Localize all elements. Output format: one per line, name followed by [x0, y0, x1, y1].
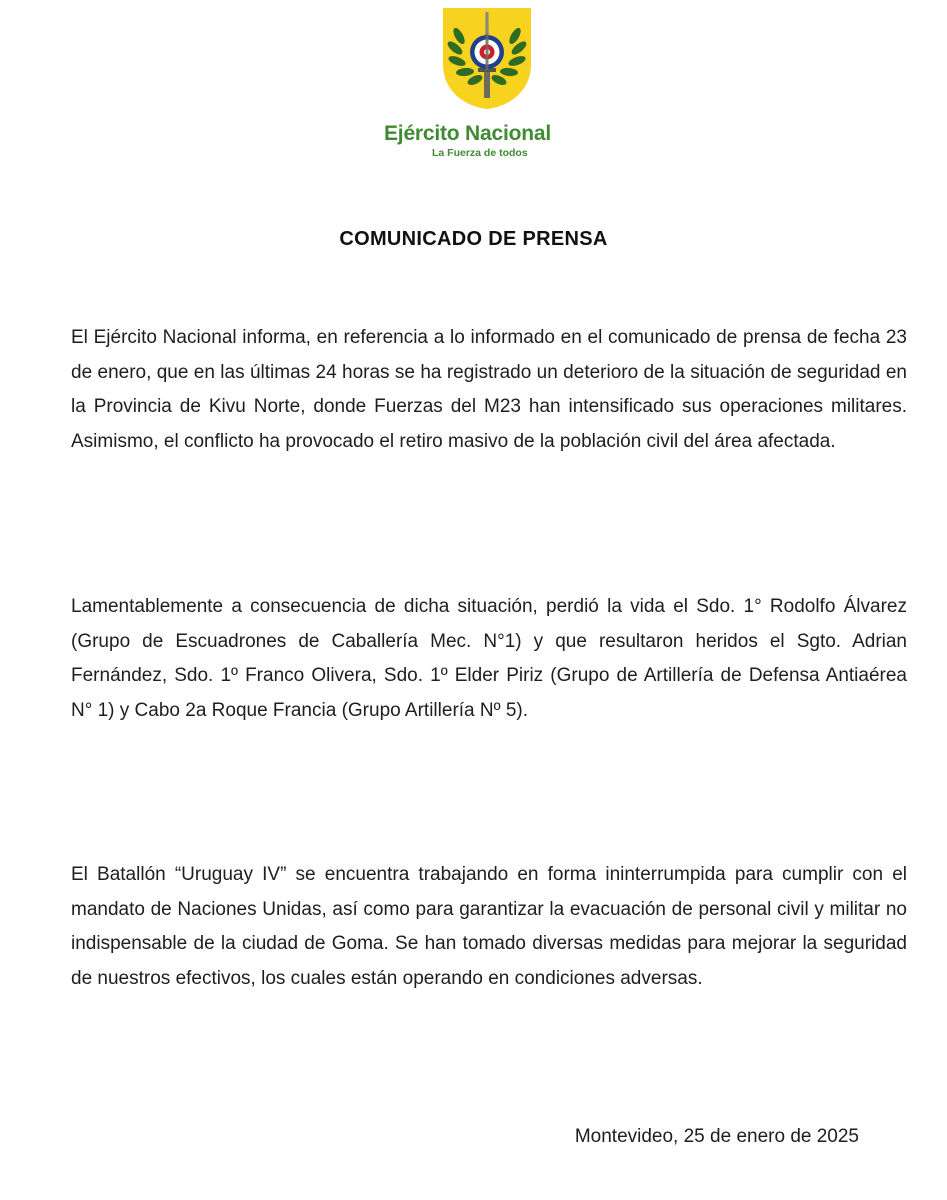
paragraph-battalion: El Batallón “Uruguay IV” se encuentra trabajando en forma ininterrumpida para cumplir con el mandato de Naciones Unidas, así como para garantizar la evacuación de personal civil y militar no indispensable de la ciudad de Goma. Se han tomado diversas medidas para mejorar la seguridad de nuestros efectivos, los cuales están operando en condiciones adversas.	[71, 864, 907, 989]
paragraph-situation: El Ejército Nacional informa, en referencia a lo informado en el comunicado de prensa de fecha 23 de enero, que en las últimas 24 horas se ha registrado un deterioro de la situación de seguridad en la Provincia de Kivu Norte, donde Fuerzas del M23 han intensificado sus operaciones militares. Asimismo, el conflicto ha provocado el retiro masivo de la población civil del área afectada.	[71, 327, 907, 452]
letterhead	[0, 6, 947, 166]
place-date-signoff: Montevideo, 25 de enero de 2025	[574, 1126, 859, 1147]
org-name: Ejército Nacional	[384, 122, 551, 145]
army-shield-emblem-icon	[441, 6, 533, 110]
document-title: COMUNICADO DE PRENSA	[339, 228, 608, 250]
paragraph-casualties: Lamentablemente a consecuencia de dicha situación, perdió la vida el Sdo. 1° Rodolfo Álvarez (Grupo de Escuadrones de Caballería Mec. N°1) y que resultaron heridos el Sgto. Adrian Fernández, Sdo. 1º Franco Olivera, Sdo. 1º Elder Piriz (Grupo de Artillería de Defensa Antiaérea N° 1) y Cabo 2a Roque Francia (Grupo Artillería Nº 5).	[71, 596, 907, 721]
org-tagline: La Fuerza de todos	[432, 147, 528, 159]
